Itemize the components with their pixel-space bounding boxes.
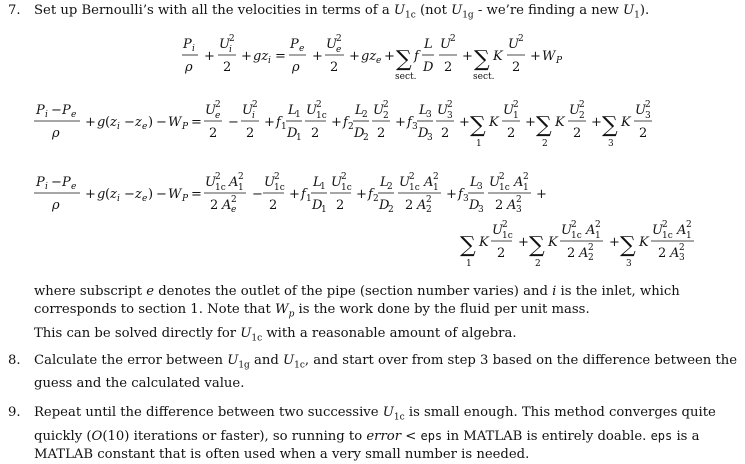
svg-text:e: e (336, 45, 342, 55)
svg-text:∑: ∑ (620, 233, 636, 258)
svg-text:1: 1 (433, 183, 439, 193)
svg-text:3: 3 (427, 133, 433, 143)
svg-text:D: D (287, 126, 298, 141)
svg-text:2: 2 (516, 195, 522, 205)
svg-text:2: 2 (579, 111, 585, 121)
svg-text:+: + (384, 49, 395, 64)
svg-text:A: A (514, 175, 524, 190)
svg-text:U: U (331, 175, 342, 190)
svg-text:P: P (182, 194, 189, 204)
svg-text:1: 1 (238, 183, 244, 193)
svg-text:∑: ∑ (536, 113, 552, 138)
svg-text:D: D (418, 126, 429, 141)
svg-text:i: i (252, 111, 255, 121)
svg-text:A: A (579, 246, 589, 261)
svg-text:1c: 1c (215, 183, 226, 193)
svg-text:−: − (156, 115, 167, 130)
svg-text:z: z (110, 187, 117, 202)
svg-text:P: P (556, 56, 563, 66)
svg-text:+: + (241, 49, 252, 64)
svg-text:U: U (437, 103, 448, 118)
svg-text:−: − (124, 115, 135, 130)
svg-text:3: 3 (626, 259, 632, 269)
svg-text:=: = (275, 49, 286, 64)
svg-text:2: 2 (229, 34, 235, 44)
step-number: 8. (8, 353, 21, 368)
bernoulli-expanded-equation (0, 96, 745, 158)
svg-text:P: P (62, 175, 71, 190)
svg-text:gz: gz (361, 49, 377, 64)
svg-text:2: 2 (444, 60, 453, 75)
svg-text:−: − (156, 187, 167, 202)
svg-text:K: K (548, 235, 558, 250)
svg-text:i: i (229, 45, 232, 55)
svg-text:+: + (85, 187, 96, 202)
svg-text:3: 3 (516, 205, 522, 215)
svg-text:+: + (459, 115, 470, 130)
svg-text:1c: 1c (502, 231, 513, 241)
svg-text:∑: ∑ (396, 47, 412, 72)
svg-text:2: 2 (209, 126, 218, 141)
svg-text:+: + (530, 49, 541, 64)
svg-text:2: 2 (252, 100, 258, 110)
svg-text:W: W (168, 115, 182, 130)
svg-text:3: 3 (477, 182, 483, 192)
svg-text:2: 2 (450, 34, 456, 44)
svg-text:−: − (51, 103, 62, 118)
svg-text:2: 2 (518, 34, 524, 44)
svg-text:P: P (36, 175, 45, 190)
svg-text:+: + (395, 115, 406, 130)
svg-text:f: f (414, 49, 419, 64)
svg-text:A: A (677, 223, 687, 238)
svg-text:U: U (242, 103, 253, 118)
svg-text:2: 2 (405, 198, 414, 213)
svg-text:2: 2 (426, 195, 432, 205)
svg-text:1: 1 (281, 122, 287, 132)
svg-text:A: A (229, 175, 239, 190)
svg-text:): ) (148, 115, 154, 130)
svg-text:+: + (525, 115, 536, 130)
svg-text:A: A (507, 198, 517, 213)
step-text: Repeat until the difference between two successive $U_{1c}$ is small enough. This method converges quite quickly (O(10) iterations or faster), so running to error < eps in MATLAB is entirely doable. eps is a MATLAB constant that is often used when a very small number is needed. (34, 405, 716, 462)
svg-text:i: i (117, 122, 120, 132)
svg-text:+: + (536, 187, 547, 202)
svg-text:f: f (343, 115, 348, 130)
svg-text:−: − (51, 175, 62, 190)
svg-text:U: U (489, 175, 500, 190)
svg-text:1c: 1c (571, 231, 582, 241)
svg-text:L: L (419, 103, 428, 118)
svg-text:2: 2 (383, 100, 389, 110)
svg-text:+: + (446, 187, 457, 202)
svg-text:1c: 1c (341, 183, 352, 193)
svg-text:1: 1 (466, 259, 472, 269)
svg-text:2: 2 (495, 198, 504, 213)
svg-text:D: D (423, 60, 434, 75)
svg-text:2: 2 (645, 100, 651, 110)
svg-text:+: + (462, 49, 473, 64)
svg-text:L: L (380, 175, 389, 190)
svg-text:L: L (470, 175, 479, 190)
svg-text:2: 2 (679, 243, 685, 253)
svg-text:P: P (183, 37, 192, 52)
svg-text:2: 2 (362, 110, 368, 120)
svg-text:2: 2 (588, 253, 594, 263)
svg-text:3: 3 (426, 110, 432, 120)
svg-text:ρ: ρ (292, 60, 300, 75)
svg-text:2: 2 (542, 139, 548, 149)
svg-text:e: e (71, 110, 77, 120)
svg-text:U: U (508, 37, 519, 52)
svg-text:1c: 1c (499, 183, 510, 193)
svg-text:2: 2 (388, 205, 394, 215)
svg-text:+: + (591, 115, 602, 130)
svg-text:1: 1 (513, 111, 519, 121)
svg-text:A: A (670, 246, 680, 261)
svg-text:1c: 1c (316, 111, 327, 121)
svg-text:U: U (492, 223, 503, 238)
svg-text:=: = (191, 187, 202, 202)
explanation-paragraph: where subscript e denotes the outlet of the pipe (section number varies) and i is the inlet, which corresponds to section 1. Note that $W_p$ is the work done by the fluid per unit mass. (34, 284, 680, 320)
svg-text:L: L (288, 103, 297, 118)
svg-text:2: 2 (330, 60, 339, 75)
svg-text:P: P (36, 103, 45, 118)
svg-text:−: − (252, 187, 263, 202)
svg-text:K: K (493, 49, 503, 64)
svg-text:2: 2 (215, 100, 221, 110)
svg-text:U: U (219, 37, 230, 52)
svg-text:2: 2 (316, 100, 322, 110)
svg-text:2: 2 (502, 220, 508, 230)
svg-text:−: − (228, 115, 239, 130)
svg-text:2: 2 (373, 194, 379, 204)
svg-text:2: 2 (499, 172, 505, 182)
svg-text:2: 2 (274, 172, 280, 182)
svg-text:U: U (399, 175, 410, 190)
svg-text:f: f (301, 187, 306, 202)
svg-text:2: 2 (383, 111, 389, 121)
svg-text:K: K (555, 115, 565, 130)
svg-text:f: f (276, 115, 281, 130)
svg-text:+: + (312, 49, 323, 64)
svg-text:U: U (306, 103, 317, 118)
svg-text:A: A (586, 223, 596, 238)
solve-note: This can be solved directly for $U_{1c}$ with a reasonable amount of algebra. (34, 326, 517, 344)
svg-text:+: + (85, 115, 96, 130)
svg-text:2: 2 (377, 126, 386, 141)
svg-text:2: 2 (571, 220, 577, 230)
svg-text:2: 2 (336, 34, 342, 44)
svg-text:2: 2 (535, 259, 541, 269)
svg-text:2: 2 (387, 182, 393, 192)
svg-text:g: g (97, 115, 106, 130)
svg-text:−: − (124, 187, 135, 202)
svg-text:D: D (379, 198, 390, 213)
svg-text:∑: ∑ (470, 113, 486, 138)
svg-text:f: f (458, 187, 463, 202)
svg-text:U: U (652, 223, 663, 238)
svg-text:2: 2 (686, 220, 692, 230)
svg-text:2: 2 (433, 172, 439, 182)
svg-text:K: K (489, 115, 499, 130)
svg-text:L: L (355, 103, 364, 118)
svg-text:1c: 1c (662, 231, 673, 241)
svg-text:2: 2 (269, 198, 278, 213)
svg-text:2: 2 (513, 100, 519, 110)
svg-text:1: 1 (686, 231, 692, 241)
svg-text:g: g (97, 187, 106, 202)
svg-text:1: 1 (306, 194, 312, 204)
svg-text:+: + (204, 49, 215, 64)
svg-text:3: 3 (645, 111, 651, 121)
svg-text:i: i (268, 56, 271, 66)
step-text: Set up Bernoulli’s with all the velocities in terms of a $U_{1c}$ (not $U_{1g}$ - we’re finding a new $U_1$). (34, 3, 650, 21)
svg-text:A: A (424, 175, 434, 190)
svg-text:e: e (299, 44, 305, 54)
svg-text:+: + (289, 187, 300, 202)
svg-text:2: 2 (231, 195, 237, 205)
svg-text:3: 3 (679, 253, 685, 263)
svg-text:i: i (45, 110, 48, 120)
svg-text:1c: 1c (409, 183, 420, 193)
svg-text:∑: ∑ (474, 47, 490, 72)
svg-text:2: 2 (238, 172, 244, 182)
svg-text:+: + (356, 187, 367, 202)
svg-text:(: ( (105, 115, 111, 130)
svg-text:L: L (424, 37, 433, 52)
svg-text:U: U (326, 37, 337, 52)
svg-text:U: U (635, 103, 646, 118)
svg-text:W: W (168, 187, 182, 202)
svg-text:e: e (71, 182, 77, 192)
svg-text:e: e (142, 122, 148, 132)
svg-text:gz: gz (253, 49, 269, 64)
svg-text:L: L (313, 175, 322, 190)
svg-text:U: U (561, 223, 572, 238)
svg-text:e: e (376, 56, 382, 66)
step-number: 9. (8, 405, 21, 420)
svg-text:3: 3 (447, 111, 453, 121)
svg-text:2: 2 (573, 126, 582, 141)
svg-text:1: 1 (296, 133, 302, 143)
svg-text:e: e (231, 205, 237, 215)
svg-text:U: U (503, 103, 514, 118)
svg-text:D: D (469, 198, 480, 213)
svg-text:U: U (205, 175, 216, 190)
svg-text:A: A (222, 198, 232, 213)
svg-text:3: 3 (478, 205, 484, 215)
svg-text:∑: ∑ (460, 233, 476, 258)
svg-text:z: z (110, 115, 117, 130)
svg-text:+: + (264, 115, 275, 130)
svg-text:K: K (639, 235, 649, 250)
svg-text:z: z (135, 115, 142, 130)
svg-text:2: 2 (341, 172, 347, 182)
svg-text:f: f (368, 187, 373, 202)
svg-text:ρ: ρ (52, 198, 60, 213)
svg-text:W: W (542, 49, 556, 64)
svg-text:+: + (331, 115, 342, 130)
svg-text:i: i (192, 44, 195, 54)
svg-text:+: + (349, 49, 360, 64)
svg-text:2: 2 (363, 133, 369, 143)
svg-text:2: 2 (588, 243, 594, 253)
svg-text:D: D (312, 198, 323, 213)
svg-text:z: z (135, 187, 142, 202)
svg-text:1: 1 (295, 110, 301, 120)
svg-text:2: 2 (658, 246, 667, 261)
svg-text:=: = (191, 115, 202, 130)
svg-text:U: U (373, 103, 384, 118)
svg-text:2: 2 (523, 172, 529, 182)
svg-text:∑: ∑ (529, 233, 545, 258)
svg-text:3: 3 (608, 139, 614, 149)
svg-text:P: P (182, 122, 189, 132)
svg-text:1: 1 (523, 183, 529, 193)
svg-text:2: 2 (639, 126, 648, 141)
svg-text:3: 3 (463, 194, 469, 204)
svg-text:U: U (569, 103, 580, 118)
svg-text:1: 1 (476, 139, 482, 149)
svg-text:2: 2 (210, 198, 219, 213)
svg-text:1: 1 (321, 205, 327, 215)
svg-text:1: 1 (320, 182, 326, 192)
svg-text:i: i (117, 194, 120, 204)
svg-text:2: 2 (447, 100, 453, 110)
svg-text:2: 2 (567, 246, 576, 261)
bernoulli-equation (0, 30, 745, 90)
svg-text:U: U (440, 37, 451, 52)
svg-text:(: ( (105, 187, 111, 202)
svg-text:sect.: sect. (473, 72, 495, 82)
svg-text:2: 2 (311, 126, 320, 141)
svg-text:2: 2 (662, 220, 668, 230)
svg-text:ρ: ρ (185, 60, 193, 75)
svg-text:D: D (354, 126, 365, 141)
svg-text:2: 2 (579, 100, 585, 110)
svg-text:2: 2 (497, 246, 506, 261)
svg-text:3: 3 (412, 122, 418, 132)
svg-text:U: U (205, 103, 216, 118)
svg-text:e: e (215, 111, 221, 121)
step-number: 7. (8, 3, 21, 18)
svg-text:2: 2 (409, 172, 415, 182)
svg-text:ρ: ρ (52, 126, 60, 141)
svg-text:2: 2 (595, 220, 601, 230)
svg-text:1c: 1c (274, 183, 285, 193)
svg-text:2: 2 (336, 198, 345, 213)
step-text: Calculate the error between $U_{1g}$ and $U_{1c}$, and start over from step 3 based on the difference between the guess and the calculated value. (34, 353, 738, 391)
svg-text:e: e (142, 194, 148, 204)
svg-text:2: 2 (512, 60, 521, 75)
svg-text:2: 2 (246, 126, 255, 141)
svg-text:A: A (417, 198, 427, 213)
svg-text:P: P (290, 37, 299, 52)
svg-text:sect.: sect. (395, 72, 417, 82)
svg-text:): ) (148, 187, 154, 202)
svg-text:K: K (621, 115, 631, 130)
bernoulli-u1c-equation (0, 168, 745, 278)
svg-text:+: + (609, 235, 620, 250)
svg-text:2: 2 (215, 172, 221, 182)
svg-text:+: + (518, 235, 529, 250)
svg-text:2: 2 (426, 205, 432, 215)
svg-text:∑: ∑ (602, 113, 618, 138)
svg-text:2: 2 (223, 60, 232, 75)
svg-text:i: i (45, 182, 48, 192)
svg-text:P: P (62, 103, 71, 118)
svg-text:f: f (407, 115, 412, 130)
svg-text:U: U (264, 175, 275, 190)
svg-text:2: 2 (441, 126, 450, 141)
svg-text:K: K (479, 235, 489, 250)
svg-text:2: 2 (507, 126, 516, 141)
svg-text:2: 2 (348, 122, 354, 132)
svg-text:1: 1 (595, 231, 601, 241)
